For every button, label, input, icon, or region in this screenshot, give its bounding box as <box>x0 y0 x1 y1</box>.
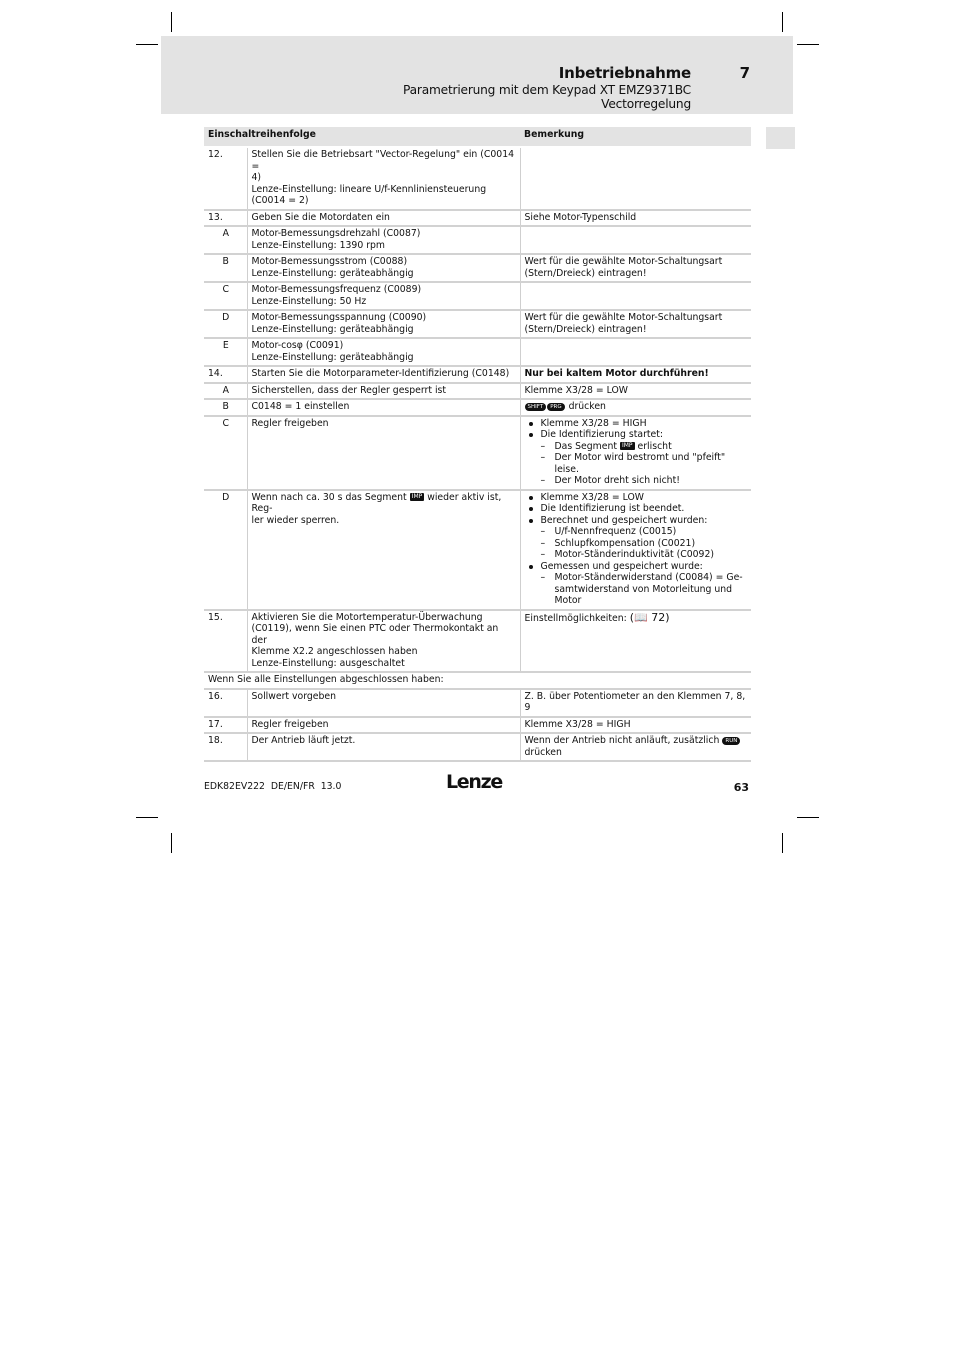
list-item: – Das Segment IMP erlischt <box>541 441 749 453</box>
table-row <box>204 717 751 734</box>
step-text: Starten Sie die Motorparameter-Identifizierung (C0148) <box>247 366 520 383</box>
table-row <box>204 610 751 673</box>
run-key-icon: RUN <box>722 737 740 745</box>
crop-mark <box>171 12 172 32</box>
table-row <box>204 310 751 338</box>
text-line: drücken <box>524 746 562 758</box>
table-row <box>204 733 751 761</box>
step-number: 12. <box>204 147 247 210</box>
step-number: 17. <box>204 717 247 734</box>
dash-list <box>541 441 749 487</box>
procedure-table <box>204 127 751 762</box>
page-header <box>161 36 793 114</box>
table-row <box>204 399 751 416</box>
step-number: 14. <box>204 366 247 383</box>
shift-key-icon: SHIFT <box>525 403 547 411</box>
step-text <box>247 226 520 254</box>
text-line: Wert für die gewählte Motor-Schaltungsart <box>524 312 723 323</box>
table-row <box>204 282 751 310</box>
imp-segment-icon: IMP <box>621 442 633 449</box>
step-text <box>247 338 520 366</box>
text-line: (C0014 = 2) <box>251 195 309 206</box>
list-item: – U/f-Nennfrequenz (C0015) <box>541 526 749 538</box>
text-line: Aktivieren Sie die Motortemperatur-Überwachung <box>251 611 483 623</box>
step-remark: Z. B. über Potentiometer an den Klemmen 7, 8, 9 <box>520 689 751 717</box>
text-line: Lenze-Einstellung: geräteabhängig <box>251 323 414 335</box>
text-line: (Stern/Dreieck) eintragen! <box>524 267 647 279</box>
substep-letter: A <box>204 383 247 400</box>
step-remark <box>520 399 751 416</box>
crop-mark <box>136 44 158 45</box>
table-row <box>204 226 751 254</box>
lenze-logo: Lenze <box>446 771 502 793</box>
prg-key-icon: PRG <box>547 403 564 411</box>
text-line: Wenn der Antrieb nicht anläuft, zusätzlich RUN <box>525 735 749 747</box>
step-remark <box>520 490 751 610</box>
dash-list <box>541 572 749 607</box>
step-text <box>247 282 520 310</box>
list-item: Gemessen und gespeichert wurde: – Motor-Ständerwiderstand (C0084) = Ge- samtwiderstand von Motorleitung und Motor <box>525 561 749 607</box>
step-text: Geben Sie die Motordaten ein <box>247 210 520 227</box>
text-line: Klemme X2.2 angeschlossen haben <box>251 646 418 657</box>
step-text: Der Antrieb läuft jetzt. <box>247 733 520 761</box>
section-title: Inbetriebnahme <box>558 64 691 82</box>
text-line: Lenze-Einstellung: ausgeschaltet <box>251 657 405 669</box>
text-line: Motor-cosφ (C0091) <box>251 340 344 351</box>
step-text <box>247 147 520 210</box>
step-remark <box>520 733 751 761</box>
step-remark <box>520 226 751 254</box>
step-remark <box>520 610 751 673</box>
table-row <box>204 490 751 610</box>
substep-letter: A <box>204 226 247 254</box>
list-item: – Motor-Ständerwiderstand (C0084) = Ge- samtwiderstand von Motorleitung und Motor <box>541 572 749 607</box>
list-item: – Der Motor dreht sich nicht! <box>541 475 749 487</box>
text-line: Wenn nach ca. 30 s das Segment IMP wieder aktiv ist, Reg- <box>251 491 502 514</box>
bullet-list <box>525 418 749 487</box>
crop-mark <box>171 833 172 853</box>
substep-letter: B <box>204 254 247 282</box>
substep-letter: B <box>204 399 247 416</box>
text-line: Motor-Bemessungsspannung (C0090) <box>251 312 427 323</box>
step-text <box>247 490 520 610</box>
step-text: C0148 = 1 einstellen <box>247 399 520 416</box>
document-id: EDK82EV222 DE/EN/FR 13.0 <box>204 781 342 792</box>
step-number: 15. <box>204 610 247 673</box>
table-row <box>204 338 751 366</box>
crop-mark <box>797 44 819 45</box>
dash-list <box>541 526 749 561</box>
column-header: Bemerkung <box>520 127 751 147</box>
text-line: 4) <box>251 172 262 183</box>
crop-mark <box>136 817 158 818</box>
text-line: Motor-Bemessungsfrequenz (C0089) <box>251 284 422 295</box>
step-text <box>247 254 520 282</box>
step-number: 18. <box>204 733 247 761</box>
list-item: Die Identifizierung ist beendet. <box>525 503 749 515</box>
table-row <box>204 210 751 227</box>
step-remark <box>520 416 751 490</box>
step-remark <box>520 147 751 210</box>
remark-text: Einstellmöglichkeiten: <box>524 612 627 624</box>
step-remark: Klemme X3/28 = LOW <box>520 383 751 400</box>
imp-segment-icon: IMP <box>411 493 423 500</box>
text-line: (C0119), wenn Sie einen PTC oder Thermokontakt an der <box>251 623 499 646</box>
text-line: Motor-Bemessungsdrehzahl (C0087) <box>251 228 421 239</box>
text-line: Wert für die gewählte Motor-Schaltungsart <box>524 256 723 267</box>
column-header: Einschaltreihenfolge <box>204 127 520 147</box>
subtitle-line: Vectorregelung <box>601 97 691 111</box>
subtitle-line: Parametrierung mit dem Keypad XT EMZ9371BC <box>403 83 691 97</box>
text-line: Lenze-Einstellung: geräteabhängig <box>251 267 414 279</box>
span-note: Wenn Sie alle Einstellungen abgeschlossen haben: <box>204 672 751 689</box>
step-remark <box>520 254 751 282</box>
warning-remark: Nur bei kaltem Motor durchführen! <box>520 366 751 383</box>
table-row <box>204 689 751 717</box>
table-row <box>204 147 751 210</box>
text-line: Lenze-Einstellung: lineare U/f-Kennliniensteuerung <box>251 183 487 195</box>
step-remark <box>520 310 751 338</box>
bullet-list <box>525 492 749 607</box>
chapter-side-tab <box>766 127 795 149</box>
substep-letter: D <box>204 310 247 338</box>
substep-letter: C <box>204 416 247 490</box>
step-number: 16. <box>204 689 247 717</box>
list-item: – Motor-Ständerinduktivität (C0092) <box>541 549 749 561</box>
step-text: Sollwert vorgeben <box>247 689 520 717</box>
page-reference: (📖 72) <box>629 610 670 624</box>
step-text <box>247 310 520 338</box>
step-text: Regler freigeben <box>247 717 520 734</box>
table-row <box>204 672 751 689</box>
page-number: 63 <box>733 781 749 794</box>
chapter-number: 7 <box>739 64 750 82</box>
step-number: 13. <box>204 210 247 227</box>
table-row <box>204 416 751 490</box>
step-text <box>247 610 520 673</box>
substep-letter: E <box>204 338 247 366</box>
list-item: Die Identifizierung startet: – Das Segment IMP erlischt – Der Motor wird bestromt und "pfeift" leise. – Der Motor dreht sich nicht! <box>525 429 749 487</box>
remark-text: drücken <box>568 401 606 412</box>
table-row <box>204 254 751 282</box>
crop-mark <box>782 833 783 853</box>
text-line: Lenze-Einstellung: geräteabhängig <box>251 351 414 363</box>
list-item: Berechnet und gespeichert wurden: – U/f-Nennfrequenz (C0015) – Schlupfkompensation (C0021) – Motor-Ständerinduktivität (C0092) <box>525 515 749 561</box>
step-text: Regler freigeben <box>247 416 520 490</box>
step-remark: Klemme X3/28 = HIGH <box>520 717 751 734</box>
text-line: Lenze-Einstellung: 50 Hz <box>251 295 367 307</box>
step-remark: Siehe Motor-Typenschild <box>520 210 751 227</box>
step-remark <box>520 338 751 366</box>
table-row <box>204 383 751 400</box>
step-remark <box>520 282 751 310</box>
text-line: Motor-Bemessungsstrom (C0088) <box>251 256 408 267</box>
list-item: Klemme X3/28 = HIGH <box>525 418 749 430</box>
crop-mark <box>797 817 819 818</box>
substep-letter: C <box>204 282 247 310</box>
list-item: – Schlupfkompensation (C0021) <box>541 538 749 550</box>
crop-mark <box>782 12 783 32</box>
text-line: Stellen Sie die Betriebsart "Vector-Regelung" ein (C0014 = <box>251 149 515 172</box>
list-item: – Der Motor wird bestromt und "pfeift" leise. <box>541 452 749 475</box>
text-line: (Stern/Dreieck) eintragen! <box>524 323 647 335</box>
step-text: Sicherstellen, dass der Regler gesperrt ist <box>247 383 520 400</box>
table-row <box>204 366 751 383</box>
text-line: ler wieder sperren. <box>251 514 340 526</box>
text-line: Lenze-Einstellung: 1390 rpm <box>251 239 385 251</box>
list-item: Klemme X3/28 = LOW <box>525 492 749 504</box>
table-header-row <box>204 127 751 147</box>
substep-letter: D <box>204 490 247 610</box>
